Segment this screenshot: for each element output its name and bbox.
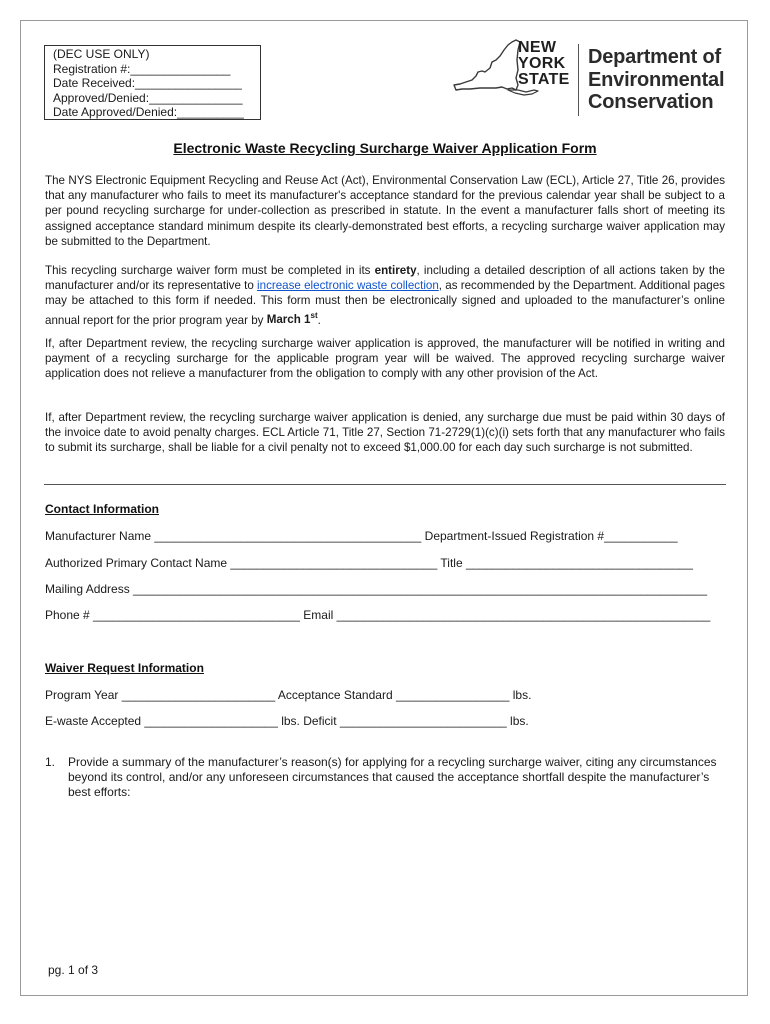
date-received-line: Date Received:________________ <box>53 76 242 91</box>
phone-email-field[interactable]: Phone # _______________________________ Email ________________________________________________________ <box>45 608 711 622</box>
section-divider <box>44 484 726 485</box>
registration-line: Registration #:_______________ <box>53 61 231 76</box>
logo-divider <box>578 44 579 116</box>
question-1-answer-area[interactable] <box>68 808 724 948</box>
question-1-number: 1. <box>45 755 56 769</box>
waiver-request-heading: Waiver Request Information <box>45 661 204 675</box>
deadline-date: March 1st <box>266 311 318 327</box>
question-1 <box>45 755 725 800</box>
program-year-acceptance-field[interactable]: Program Year _______________________ Acceptance Standard _________________ lbs. <box>45 688 532 702</box>
intro-paragraph-2: This recycling surcharge waiver form must be completed in its entirety, including a detailed description of all actions taken by the manufacturer and/or its representative to increase electronic waste collection, as recommended by the Department. Additional pages may be attached to this form if needed. This form must then be electronically signed and uploaded to the manufacturer’s online annual report for the prior program year by March 1st. <box>45 264 725 327</box>
mailing-address-field[interactable]: Mailing Address ______________________________________________________________________________________ <box>45 582 707 596</box>
ewaste-deficit-field[interactable]: E-waste Accepted ____________________ lbs. Deficit _________________________ lbs. <box>45 714 529 728</box>
dec-logo-text: Department of Environmental Conservation <box>588 46 725 113</box>
manufacturer-name-field[interactable]: Manufacturer Name ________________________________________ Department-Issued Registration #___________ <box>45 529 678 543</box>
ny-state-logo-text: NEW YORK STATE <box>518 39 570 88</box>
form-title: Electronic Waste Recycling Surcharge Waiver Application Form <box>173 140 597 156</box>
intro-paragraph-1: The NYS Electronic Equipment Recycling and Reuse Act (Act), Environmental Conservation Law (ECL), Article 27, Title 26, provides that any manufacturer who fails to meet its manufacturer's acceptance standard for the previous calendar year shall be subject to a per pound recycling surcharge for under-collection as prescribed in statute. In the event a manufacturer falls short of meeting its assigned acceptance standard minimum despite its clearly-demonstrated best efforts, a recycling surcharge waiver application may be submitted to the Department. <box>45 174 725 248</box>
question-1-text: Provide a summary of the manufacturer’s reason(s) for applying for a recycling surcharge waiver, citing any circumstances beyond its control, and/or any unforeseen circumstances that caused the acceptance shortfall despite the manufacturer’s best efforts: <box>68 755 717 799</box>
contact-name-title-field[interactable]: Authorized Primary Contact Name _______________________________ Title __________________________________ <box>45 556 693 570</box>
approved-denied-line: Approved/Denied:______________ <box>53 90 243 105</box>
intro-paragraph-4: If, after Department review, the recycling surcharge waiver application is denied, any surcharge due must be paid within 30 days of the invoice date to avoid penalty charges. ECL Article 71, Title 27, Section 71-2729(1)(c)(i) sets forth that any manufacturer who fails to submit its surcharge, shall be liable for a civil penalty not to exceed $1,000.00 for each day such surcharge is not submitted. <box>45 411 725 455</box>
increase-ewaste-collection-link[interactable]: increase electronic waste collection <box>257 279 439 293</box>
entirety-emphasis: entirety <box>374 264 417 277</box>
dec-box-heading: (DEC USE ONLY) <box>53 47 150 61</box>
date-approved-denied-line: Date Approved/Denied:__________ <box>53 105 244 120</box>
dec-use-only-box <box>44 45 261 120</box>
intro-paragraph-3: If, after Department review, the recycling surcharge waiver application is approved, the manufacturer will be notified in writing and payment of a recycling surcharge for the applicable program year will be waived. The approved recycling surcharge waiver application does not relieve a manufacturer from the obligation to comply with any other provision of the Act. <box>45 337 725 381</box>
contact-information-heading: Contact Information <box>45 502 159 516</box>
page-number: pg. 1 of 3 <box>48 963 99 977</box>
